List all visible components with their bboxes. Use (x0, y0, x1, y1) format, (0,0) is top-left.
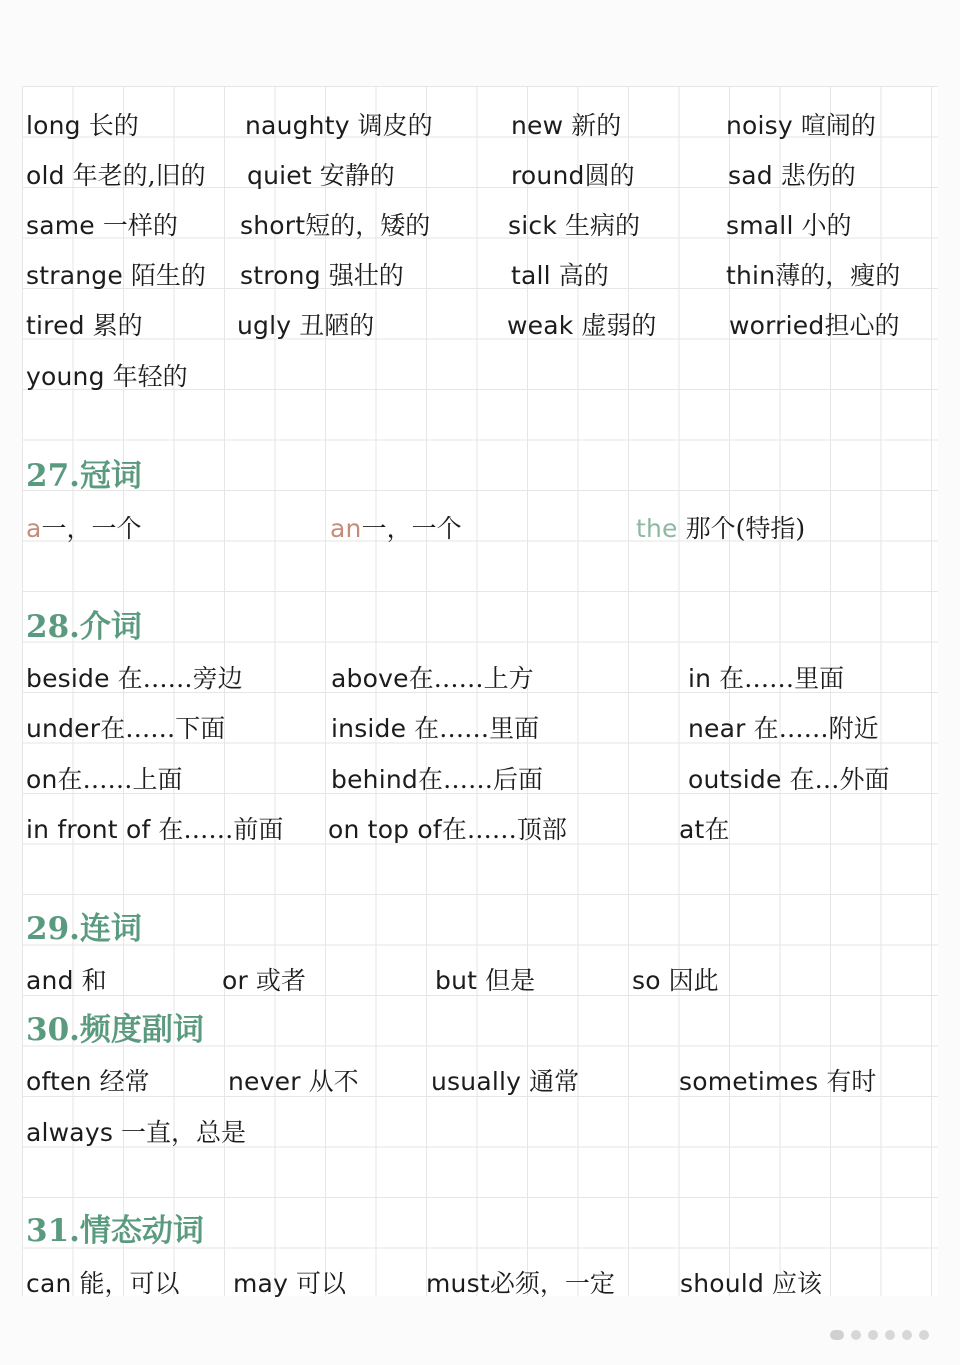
watermark-dots (830, 1330, 929, 1340)
word-entry: beside 在……旁边 (26, 664, 243, 693)
word-entry: should 应该 (680, 1269, 822, 1298)
word-entry: on top of在……顶部 (328, 815, 567, 844)
word-entry: ugly 丑陋的 (237, 311, 375, 340)
word-entry: sick 生病的 (508, 211, 640, 240)
section-heading-frequency-adverbs: 30.频度副词 (26, 1012, 204, 1048)
bottom-margin (0, 1296, 960, 1365)
word-entry: round圆的 (511, 161, 635, 190)
word-entry: long 长的 (26, 111, 139, 140)
word-entry: noisy 喧闹的 (726, 111, 876, 140)
word-entry: behind在……后面 (331, 765, 543, 794)
watermark-mark (830, 1330, 844, 1340)
word-entry: an一，一个 (330, 514, 462, 543)
watermark-mark (902, 1330, 912, 1340)
section-heading-modal-verbs: 31.情态动词 (26, 1213, 204, 1249)
word-entry: old 年老的,旧的 (26, 161, 206, 190)
word-entry: same 一样的 (26, 211, 178, 240)
word-entry: tired 累的 (26, 311, 143, 340)
word-entry: a一，一个 (26, 514, 142, 543)
word-entry: always 一直，总是 (26, 1118, 247, 1147)
word-entry: near 在……附近 (688, 714, 879, 743)
word-entry: can 能，可以 (26, 1269, 180, 1298)
right-margin (938, 86, 960, 1296)
word-entry: short短的，矮的 (240, 211, 431, 240)
word-entry: strong 强壮的 (240, 261, 404, 290)
word-entry: sad 悲伤的 (728, 161, 856, 190)
top-margin (0, 0, 960, 86)
watermark-mark (919, 1330, 929, 1340)
word-entry: or 或者 (222, 966, 306, 995)
word-entry: and 和 (26, 966, 107, 995)
word-entry: new 新的 (511, 111, 622, 140)
left-margin (0, 86, 22, 1296)
word-entry: quiet 安静的 (247, 161, 395, 190)
word-entry: under在……下面 (26, 714, 226, 743)
word-entry: outside 在…外面 (688, 765, 890, 794)
word-entry: may 可以 (233, 1269, 347, 1298)
word-entry: at在 (679, 815, 730, 844)
word-entry: must必须，一定 (426, 1269, 615, 1298)
word-entry: tall 高的 (511, 261, 609, 290)
word-entry: on在……上面 (26, 765, 183, 794)
word-entry: thin薄的，瘦的 (726, 261, 901, 290)
section-heading-prepositions: 28.介词 (26, 609, 142, 645)
word-entry: strange 陌生的 (26, 261, 206, 290)
word-entry: in 在……里面 (688, 664, 845, 693)
word-entry: young 年轻的 (26, 362, 188, 391)
word-entry: usually 通常 (431, 1067, 580, 1096)
word-entry: naughty 调皮的 (245, 111, 433, 140)
watermark-mark (868, 1330, 878, 1340)
word-entry: worried担心的 (729, 311, 900, 340)
word-entry: never 从不 (228, 1067, 359, 1096)
word-entry: so 因此 (632, 966, 719, 995)
word-entry: often 经常 (26, 1067, 150, 1096)
watermark-mark (885, 1330, 895, 1340)
word-entry: weak 虚弱的 (507, 311, 657, 340)
word-entry: small 小的 (726, 211, 852, 240)
word-entry: sometimes 有时 (679, 1067, 877, 1096)
word-entry: in front of 在……前面 (26, 815, 284, 844)
watermark-mark (851, 1330, 861, 1340)
word-entry: the 那个(特指) (636, 514, 806, 543)
section-heading-articles: 27.冠词 (26, 458, 142, 494)
section-heading-conjunctions: 29.连词 (26, 911, 142, 947)
word-entry: inside 在……里面 (331, 714, 540, 743)
word-entry: above在……上方 (331, 664, 534, 693)
word-entry: but 但是 (435, 966, 536, 995)
